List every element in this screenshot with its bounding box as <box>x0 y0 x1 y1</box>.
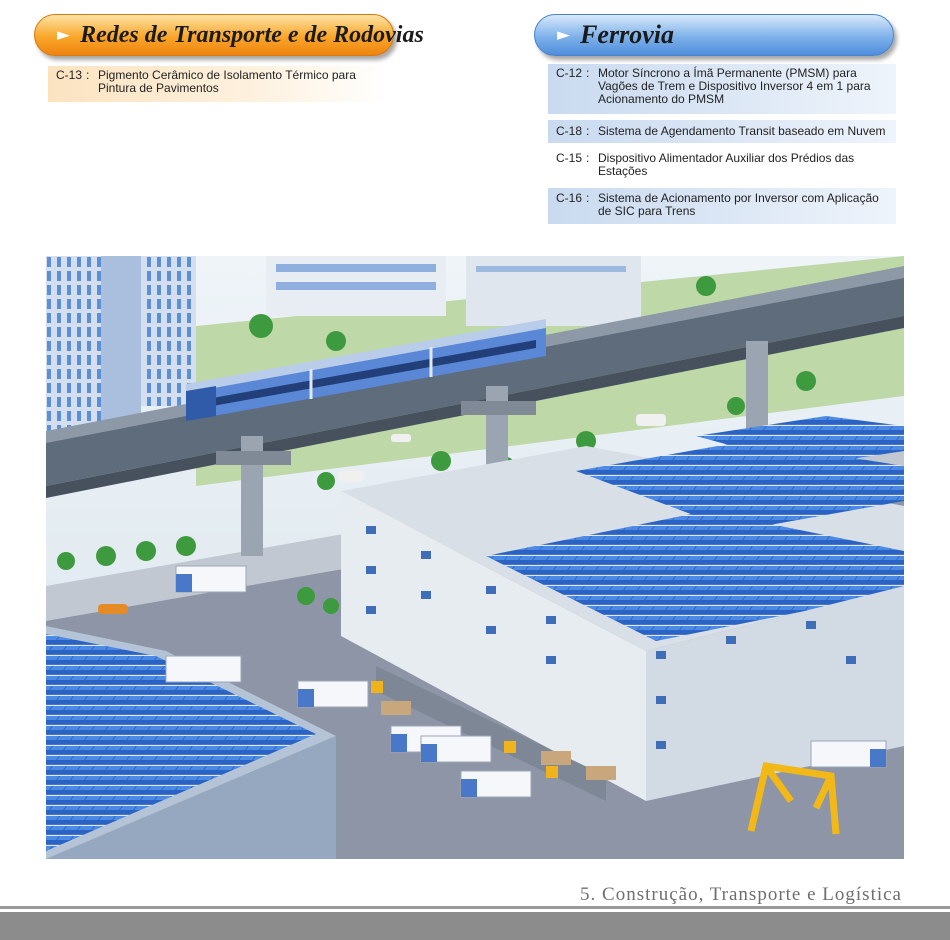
item-code: C-16 <box>556 191 583 205</box>
item-code: C-15 <box>556 151 583 165</box>
footer-bar <box>0 912 950 940</box>
item-code: C-12 <box>556 66 583 80</box>
item-text: Pigmento Cerâmico de Isolamento Térmico para Pintura de Pavimentos <box>98 68 356 95</box>
transport-logistics-illustration <box>46 256 904 859</box>
item-separator: : <box>586 124 590 138</box>
road-networks-list <box>48 66 388 102</box>
play-arrow-icon: ► <box>57 25 71 45</box>
section-title: Ferrovia <box>580 20 674 49</box>
list-item[interactable] <box>48 66 388 102</box>
item-separator: : <box>586 66 590 80</box>
item-text: Dispositivo Alimentador Auxiliar dos Prédios das Estações <box>598 151 855 178</box>
chapter-title: 5. Construção, Transporte e Logística <box>580 884 902 905</box>
item-code: C-18 <box>556 124 583 138</box>
item-separator: : <box>586 151 590 165</box>
item-text: Sistema de Acionamento por Inversor com Aplicação de SIC para Trens <box>598 191 879 218</box>
item-code: C-13 <box>56 68 83 82</box>
section-header-road-networks <box>34 14 424 56</box>
footer-divider <box>0 906 950 909</box>
play-arrow-icon: ► <box>557 25 571 45</box>
list-item[interactable] <box>548 64 896 114</box>
list-item[interactable] <box>548 148 896 184</box>
item-separator: : <box>586 191 590 205</box>
list-item[interactable] <box>548 120 896 143</box>
item-text: Sistema de Agendamento Transit baseado em Nuvem <box>598 124 886 138</box>
railway-list <box>548 64 896 224</box>
item-text: Motor Síncrono a Ímã Permanente (PMSM) para Vagões de Trem e Dispositivo Inversor 4 em 1 para Acionamento do PMSM <box>598 66 871 106</box>
section-header-railway <box>534 14 894 56</box>
section-title: Redes de Transporte e de Rodovias <box>80 21 424 48</box>
item-separator: : <box>86 68 90 82</box>
list-item[interactable] <box>548 188 896 224</box>
